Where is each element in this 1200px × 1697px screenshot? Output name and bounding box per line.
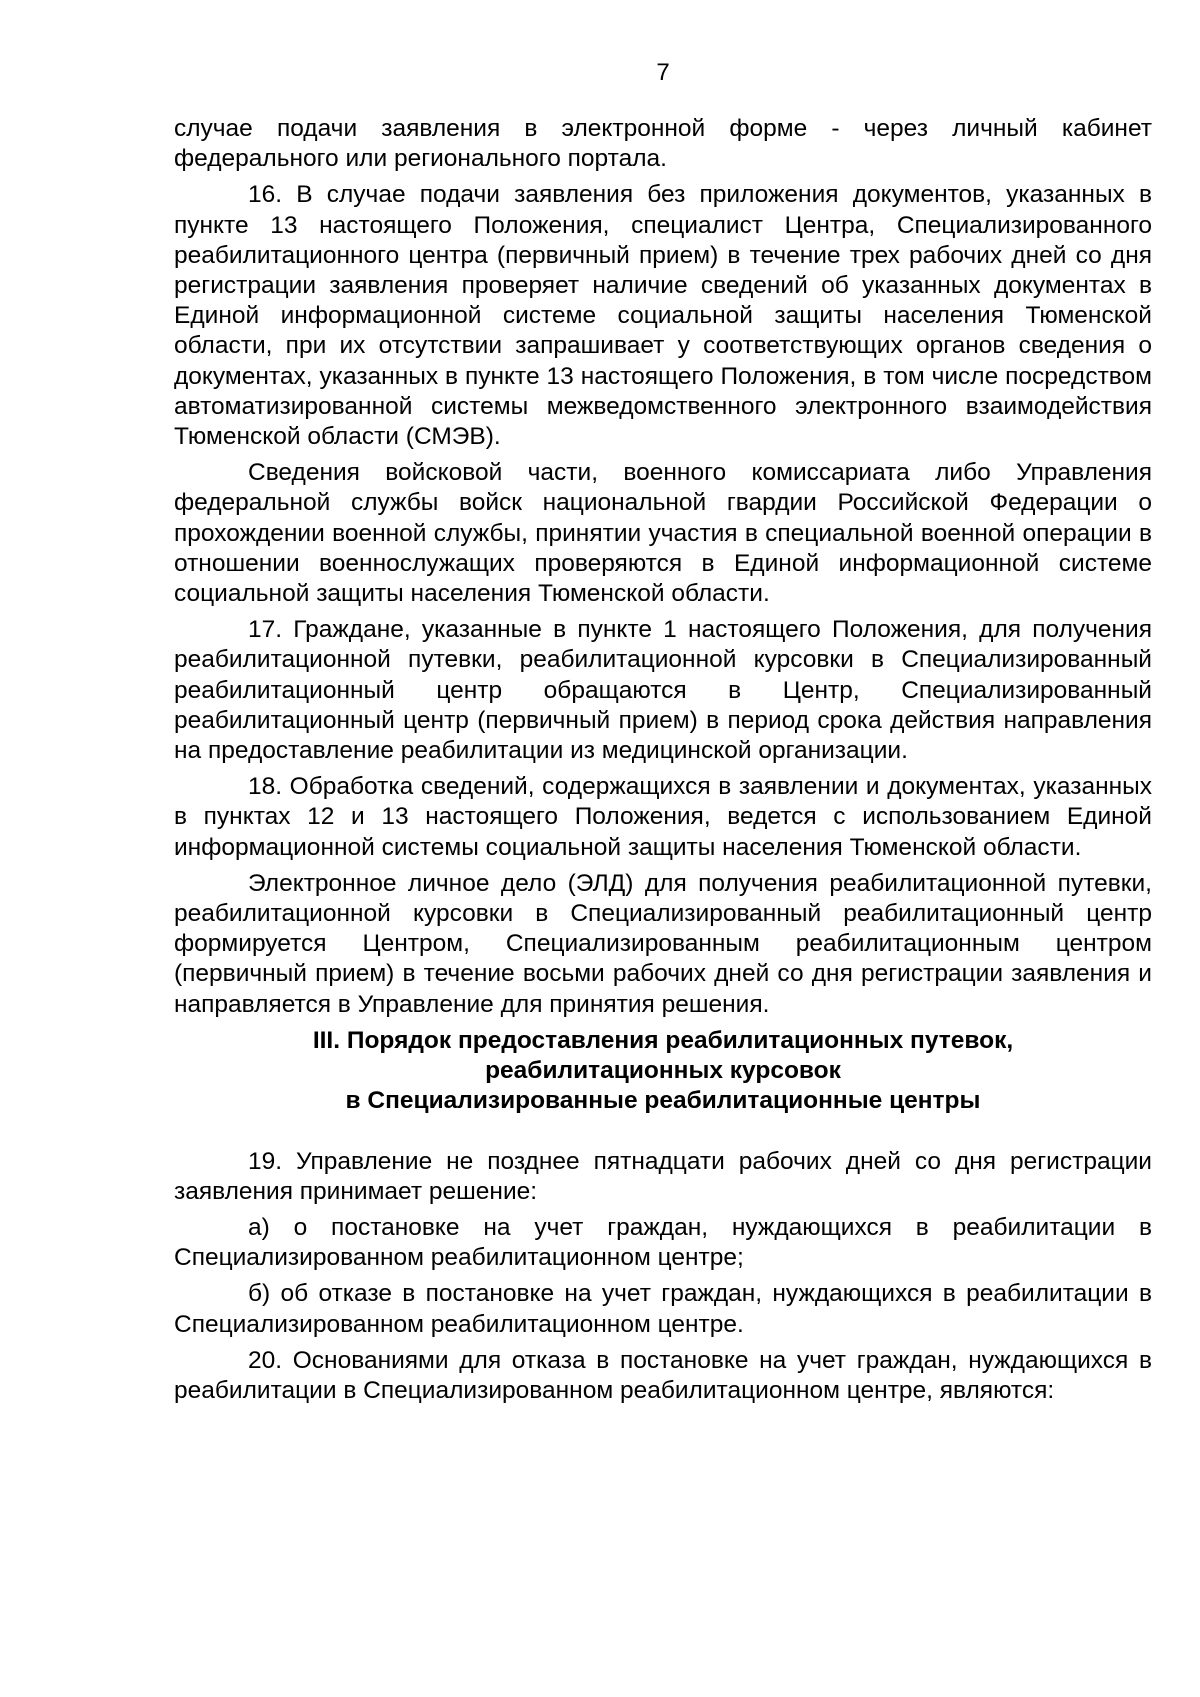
paragraph-17: 17. Граждане, указанные в пункте 1 настоящего Положения, для получения реабилитационной путевки, реабилитационной курсовки в Специализированный реабилитационный центр обращаются в Центр, Специализированный реабилитационный центр (первичный прием) в период срока действия направления на предоставление реабилитации из медицинской организации. — [174, 616, 1152, 765]
section-heading — [174, 1026, 1152, 1117]
document-body — [174, 114, 1152, 1412]
section-heading-line-1: III. Порядок предоставления реабилитационных путевок, — [312, 1026, 1014, 1054]
paragraph-19: 19. Управление не позднее пятнадцати рабочих дней со дня регистрации заявления принимает решение: — [174, 1147, 1152, 1205]
paragraph-18: 18. Обработка сведений, содержащихся в заявлении и документах, указанных в пунктах 12 и 13 настоящего Положения, ведется с использованием Единой информационной системы социальной защиты населения Тюменской области. — [174, 773, 1152, 861]
paragraph-eld: Электронное личное дело (ЭЛД) для получения реабилитационной путевки, реабилитационной курсовки в Специализированный реабилитационный центр формируется Центром, Специализированным реабилитационным центром (первичный прием) в течение восьми рабочих дней со дня регистрации заявления и направляется в Управление для принятия решения. — [174, 869, 1152, 1018]
paragraph-19-a: а) о постановке на учет граждан, нуждающихся в реабилитации в Специализированном реабилитационном центре; — [174, 1213, 1152, 1272]
paragraph-military-info: Сведения войсковой части, военного комиссариата либо Управления федеральной службы войск национальной гвардии Российской Федерации о прохождении военной службы, принятии участия в специальной военной операции в отношении военнослужащих проверяются в Единой информационной системе социальной защиты населения Тюменской области. — [174, 459, 1152, 608]
paragraph-16: 16. В случае подачи заявления без приложения документов, указанных в пункте 13 настоящего Положения, специалист Центра, Специализированного реабилитационного центра (первичный прием) в течение трех рабочих дней со дня регистрации заявления проверяет наличие сведений об указанных документах в Единой информационной системе социальной защиты населения Тюменской области, при их отсутствии запрашивает у соответствующих органов сведения о документах, указанных в пункте 13 настоящего Положения, в том числе посредством автоматизированной системы межведомственного электронного взаимодействия Тюменской области (СМЭВ). — [174, 181, 1152, 451]
page-number: 7 — [656, 59, 670, 86]
paragraph-continuation: случае подачи заявления в электронной форме - через личный кабинет федерального или регионального портала. — [174, 115, 1152, 173]
section-heading-line-3: в Специализированные реабилитационные центры — [345, 1087, 981, 1115]
paragraph-20: 20. Основаниями для отказа в постановке на учет граждан, нуждающихся в реабилитации в Специализированном реабилитационном центре, являются: — [174, 1346, 1152, 1404]
section-heading-line-2: реабилитационных курсовок — [485, 1057, 841, 1085]
paragraph-19-b: б) об отказе в постановке на учет граждан, нуждающихся в реабилитации в Специализированном реабилитационном центре. — [174, 1280, 1152, 1338]
